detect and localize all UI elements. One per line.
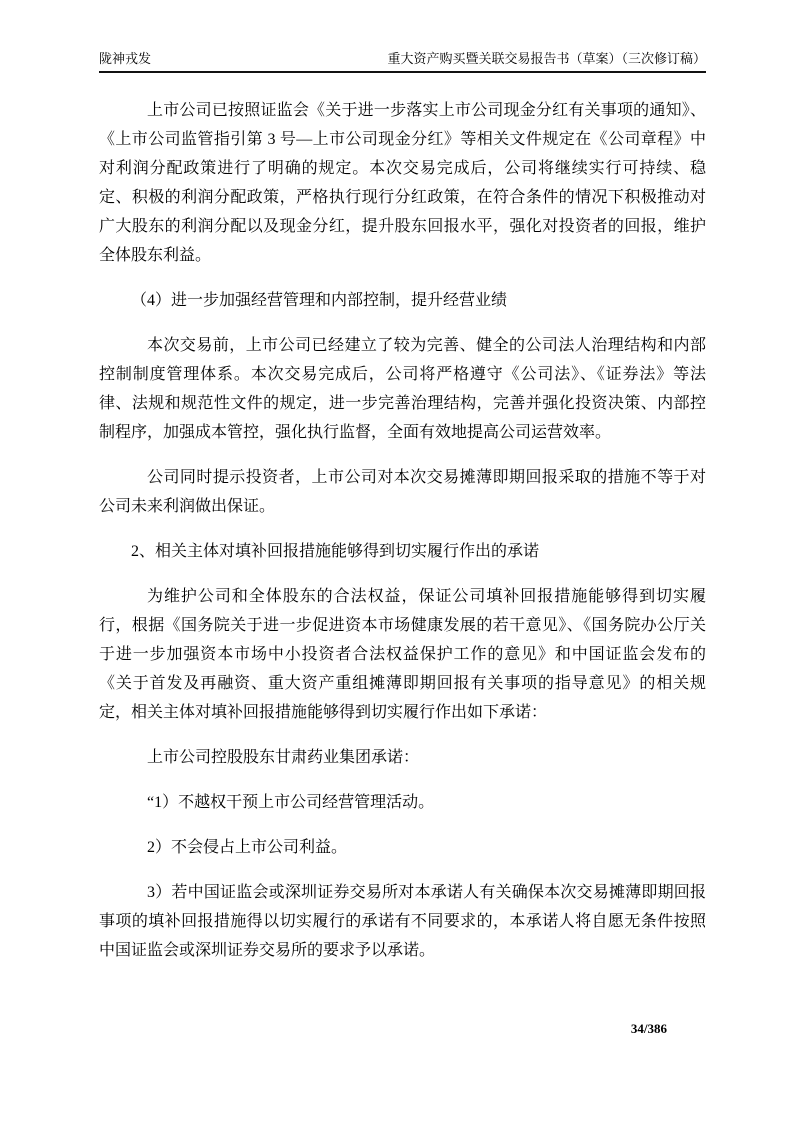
header-company-name: 陇神戎发 (99, 51, 152, 66)
paragraph-dividend-policy: 上市公司已按照证监会《关于进一步落实上市公司现金分红有关事项的通知》、《上市公司监管指引第 3 号—上市公司现金分红》等相关文件规定在《公司章程》中对利润分配政策进行了明确的规定。本次交易完成后，公司将继续实行可持续、稳定、积极的利润分配政策，严格执行现行分红政策，在符合条件的情况下积极推动对广大股东的利润分配以及现金分红，提升股东回报水平，强化对投资者的回报，维护全体股东利益。 (99, 102, 706, 264)
page-number: 34/386 (630, 1021, 667, 1036)
paragraph-commitment-item-3: 3）若中国证监会或深圳证券交易所对本承诺人有关确保本次交易摊薄即期回报事项的填补回报措施得以切实履行的承诺有不同要求的，本承诺人将自愿无条件按照中国证监会或深圳证券交易所的要求予以承诺。 (99, 884, 706, 959)
page-footer (631, 1020, 667, 1038)
document-body (99, 96, 706, 981)
section-heading-4-management-control: （4）进一步加强经营管理和内部控制，提升经营业绩 (131, 292, 508, 309)
paragraph-investor-notice: 公司同时提示投资者，上市公司对本次交易摊薄即期回报采取的措施不等于对公司未来利润做出保证。 (99, 469, 706, 515)
page-header (99, 50, 706, 73)
paragraph-commitment-basis: 为维护公司和全体股东的合法权益，保证公司填补回报措施能够得到切实履行，根据《国务院关于进一步促进资本市场健康发展的若干意见》、《国务院办公厅关于进一步加强资本市场中小投资者合法权益保护工作的意见》和中国证监会发布的《关于首发及再融资、重大资产重组摊薄即期回报有关事项的指导意见》的相关规定，相关主体对填补回报措施能够得到切实履行作出如下承诺： (99, 588, 706, 721)
header-report-title: 重大资产购买暨关联交易报告书（草案）（三次修订稿） (387, 51, 706, 66)
paragraph-commitment-item-1: “1）不越权干预上市公司经营管理活动。 (147, 794, 435, 811)
section-heading-2-commitments: 2、相关主体对填补回报措施能够得到切实履行作出的承诺 (131, 543, 540, 560)
paragraph-governance-structure: 本次交易前，上市公司已经建立了较为完善、健全的公司法人治理结构和内部控制制度管理体系。本次交易完成后，公司将严格遵守《公司法》、《证券法》等法律、法规和规范性文件的规定，进一步完善治理结构，完善并强化投资决策、内部控制程序，加强成本管控，强化执行监督，全面有效地提高公司运营效率。 (99, 337, 706, 441)
paragraph-controlling-shareholder-commitment-intro: 上市公司控股股东甘肃药业集团承诺： (147, 749, 420, 766)
paragraph-commitment-item-2: 2）不会侵占上市公司利益。 (147, 839, 348, 856)
